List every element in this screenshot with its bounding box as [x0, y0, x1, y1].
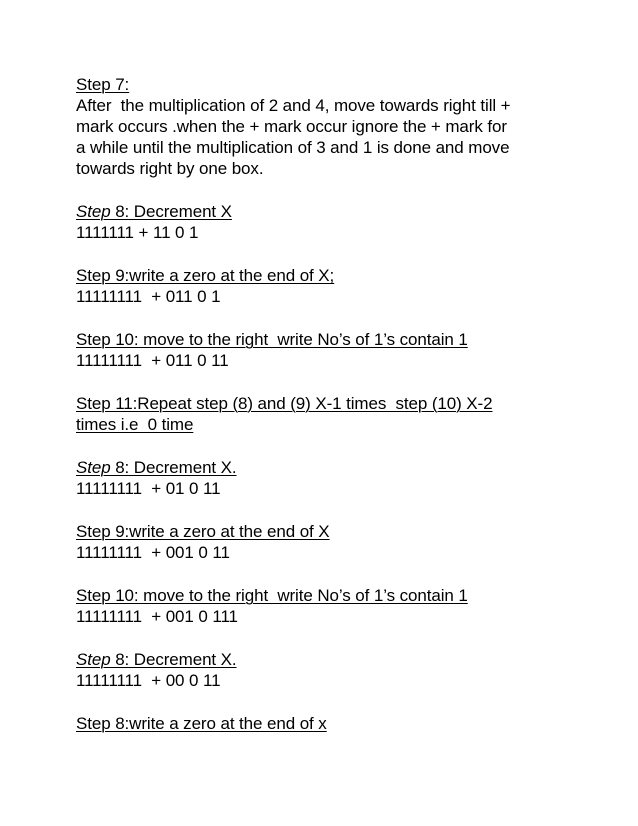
step8b-value: 11111111 + 01 0 11: [76, 479, 221, 498]
step7-line-3: a while until the multiplication of 3 and 1 is done and move: [76, 138, 510, 157]
spacer: [76, 435, 576, 457]
step8c-italic-word: Step: [76, 650, 111, 669]
step8a-value: 1111111 + 11 0 1: [76, 223, 199, 242]
spacer: [76, 179, 576, 201]
step8b-heading: [76, 457, 576, 478]
step8b-italic-word: Step: [76, 458, 111, 477]
spacer: [76, 563, 576, 585]
step8c-heading: [76, 649, 576, 670]
step10b-heading: Step 10: move to the right write No’s of 1’s contain 1: [76, 586, 468, 605]
step9a-heading: Step 9:write a zero at the end of X;: [76, 266, 335, 285]
step10a-heading: Step 10: move to the right write No’s of 1’s contain 1: [76, 330, 468, 349]
step9b-value: 11111111 + 001 0 11: [76, 543, 230, 562]
spacer: [76, 371, 576, 393]
document-body: [76, 74, 576, 734]
step7-line-2: mark occurs .when the + mark occur ignore the + mark for: [76, 117, 507, 136]
step11-line-1: Step 11:Repeat step (8) and (9) X-1 times step (10) X-2: [76, 394, 493, 413]
spacer: [76, 499, 576, 521]
step10a-value: 11111111 + 011 0 11: [76, 351, 229, 370]
step10b-value: 11111111 + 001 0 111: [76, 607, 238, 626]
step8b-heading-text: 8: Decrement X.: [110, 458, 237, 477]
spacer: [76, 627, 576, 649]
step7-line-1: After the multiplication of 2 and 4, move towards right till +: [76, 96, 511, 115]
step8d-heading: Step 8:write a zero at the end of x: [76, 714, 327, 733]
step9a-value: 11111111 + 011 0 1: [76, 287, 221, 306]
step8c-value: 11111111 + 00 0 11: [76, 671, 221, 690]
step7-line-4: towards right by one box.: [76, 159, 264, 178]
step8a-heading: [76, 201, 576, 222]
step11-line-2: times i.e 0 time: [76, 415, 194, 434]
step7-heading: Step 7:: [76, 75, 130, 94]
step8a-heading-text: 8: Decrement X: [110, 202, 232, 221]
step8a-italic-word: Step: [76, 202, 111, 221]
step9b-heading: Step 9:write a zero at the end of X: [76, 522, 330, 541]
spacer: [76, 243, 576, 265]
spacer: [76, 691, 576, 713]
step8c-heading-text: 8: Decrement X.: [110, 650, 237, 669]
spacer: [76, 307, 576, 329]
